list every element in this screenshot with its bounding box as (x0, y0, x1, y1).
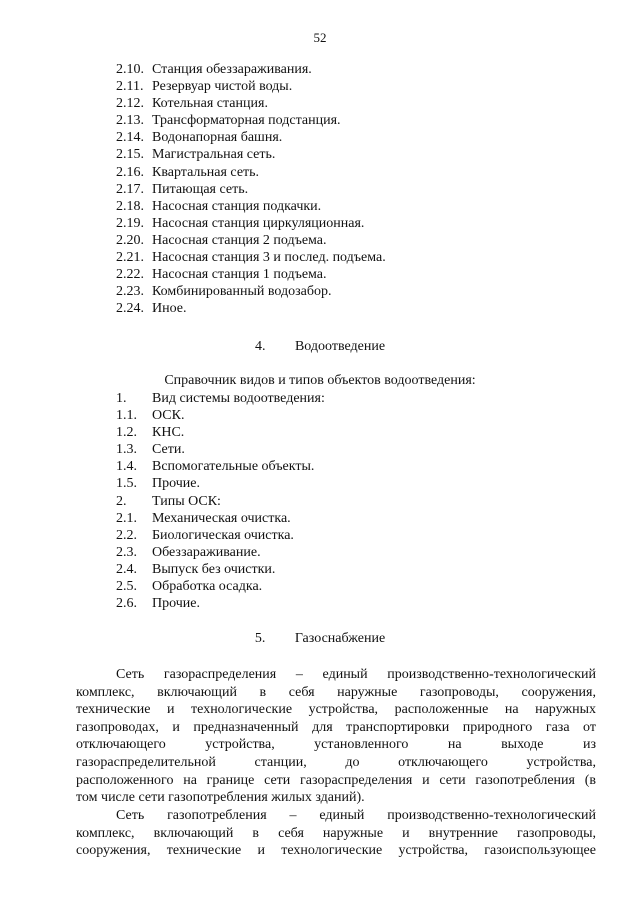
item-text: Вспомогательные объекты. (152, 459, 315, 475)
item-number: 2.10. (116, 62, 144, 77)
item-number: 1.4. (116, 459, 137, 475)
item-text: Комбинированный водозабор. (152, 284, 332, 300)
paragraph-line: газопроводах, и предназначенный для транспортировки природного газа от (76, 719, 596, 735)
list-item (116, 441, 596, 458)
item-number: 2.11. (116, 79, 144, 95)
list-item (116, 129, 596, 146)
paragraph-line: Сеть газопотребления – единый производственно-технологический (116, 808, 596, 823)
list-item (116, 112, 596, 129)
item-text: Иное. (152, 301, 187, 317)
list-item (116, 249, 596, 266)
list-item (116, 407, 596, 424)
list-item (116, 61, 596, 78)
item-text: Насосная станция циркуляционная. (152, 215, 365, 231)
item-number: 1.3. (116, 442, 137, 458)
list-item (116, 181, 596, 198)
list-item (116, 527, 596, 544)
item-text: Прочие. (152, 596, 200, 612)
paragraph-gas-consumption (76, 807, 596, 860)
list-item (116, 95, 596, 112)
item-number: 2.21. (116, 250, 144, 266)
paragraph-line: технические и технологические устройства, расположенные на наружных (76, 702, 596, 718)
list-item (116, 232, 596, 249)
item-number: 2.1. (116, 510, 137, 526)
section-number: 4. (254, 339, 266, 354)
section-number: 5. (254, 631, 266, 646)
wastewater-list (116, 390, 596, 612)
section-title: Водоотведение (294, 339, 386, 354)
item-text: Типы ОСК: (152, 493, 221, 509)
list-item (116, 78, 596, 95)
item-number: 1.1. (116, 408, 137, 424)
item-text: Обработка осадка. (152, 579, 263, 595)
section-title: Газоснабжение (294, 631, 386, 646)
item-number: 2.5. (116, 579, 137, 595)
item-number: 2.3. (116, 544, 137, 560)
paragraph-line: Сеть газораспределения – единый производственно-технологический (116, 667, 596, 682)
section-heading-wastewater (0, 339, 640, 355)
equipment-list (116, 61, 596, 317)
list-item (116, 283, 596, 300)
list-item (116, 475, 596, 492)
reference-subtitle: Справочник видов и типов объектов водоотведения: (164, 373, 476, 388)
list-item (116, 390, 596, 407)
paragraph-line: комплекс, включающий в себя наружные и внутренние газопроводы, (76, 825, 596, 841)
item-number: 2.17. (116, 181, 144, 197)
item-text: Прочие. (152, 476, 200, 492)
paragraph-gas-distribution (76, 666, 596, 807)
list-item (116, 300, 596, 317)
item-number: 1.5. (116, 476, 137, 492)
paragraph-line: сооружения, технические и технологические устройства, газоиспользующее (76, 843, 596, 859)
item-number: 2.19. (116, 215, 144, 231)
item-number: 2.13. (116, 113, 144, 129)
list-item (116, 198, 596, 215)
list-item (116, 424, 596, 441)
item-text: КНС. (152, 425, 185, 441)
list-item (116, 164, 596, 181)
list-item (116, 458, 596, 475)
item-text: Квартальная сеть. (152, 164, 260, 180)
item-number: 2.24. (116, 301, 144, 317)
list-item (116, 578, 596, 595)
item-number: 2.23. (116, 284, 144, 300)
item-text: Резервуар чистой воды. (152, 79, 293, 95)
list-item (116, 493, 596, 510)
item-number: 2.20. (116, 232, 144, 248)
paragraph-line: том числе сети газопотребления жилых зданий). (76, 790, 365, 806)
item-text: Насосная станция 3 и послед. подъема. (152, 250, 386, 266)
item-number: 2.22. (116, 267, 144, 283)
list-item (116, 510, 596, 527)
list-item (116, 215, 596, 232)
item-text: Сети. (152, 442, 185, 458)
item-text: Насосная станция 2 подъема. (152, 232, 327, 248)
item-number: 2.14. (116, 130, 144, 146)
item-text: ОСК. (152, 408, 185, 424)
item-number: 2.18. (116, 198, 144, 214)
section-heading-gas (0, 631, 640, 647)
item-text: Трансформаторная подстанция. (152, 113, 341, 129)
item-text: Магистральная сеть. (152, 147, 276, 163)
item-number: 1. (116, 391, 127, 406)
paragraph-line: газораспределительной станции, до отключающего устройства, (76, 754, 596, 770)
item-number: 2.15. (116, 147, 144, 163)
item-text: Насосная станция подкачки. (152, 198, 322, 214)
list-item (116, 595, 596, 612)
item-number: 2.16. (116, 164, 144, 180)
paragraph-line: отключающего устройства, установленного на выходе из (76, 737, 596, 753)
item-text: Водонапорная башня. (152, 130, 283, 146)
item-text: Насосная станция 1 подъема. (152, 267, 327, 283)
item-text: Механическая очистка. (152, 510, 291, 526)
item-text: Питающая сеть. (152, 181, 249, 197)
item-text: Вид системы водоотведения: (152, 391, 325, 406)
item-number: 2. (116, 493, 127, 509)
paragraph-line: расположенного на границе сети газораспределения и сети газопотребления (в (76, 772, 596, 788)
item-text: Биологическая очистка. (152, 527, 294, 543)
item-text: Обеззараживание. (152, 544, 261, 560)
list-item (116, 146, 596, 163)
paragraph-line: комплекс, включающий в себя наружные газопроводы, сооружения, (76, 684, 596, 700)
item-text: Станция обеззараживания. (152, 62, 312, 77)
list-item (116, 544, 596, 561)
page-number: 52 (313, 30, 327, 45)
list-item (116, 561, 596, 578)
item-number: 2.6. (116, 596, 137, 612)
item-number: 2.12. (116, 96, 144, 112)
item-number: 2.4. (116, 561, 137, 577)
item-text: Котельная станция. (152, 96, 268, 112)
list-item (116, 266, 596, 283)
item-text: Выпуск без очистки. (152, 561, 276, 577)
item-number: 1.2. (116, 425, 137, 441)
item-number: 2.2. (116, 527, 137, 543)
